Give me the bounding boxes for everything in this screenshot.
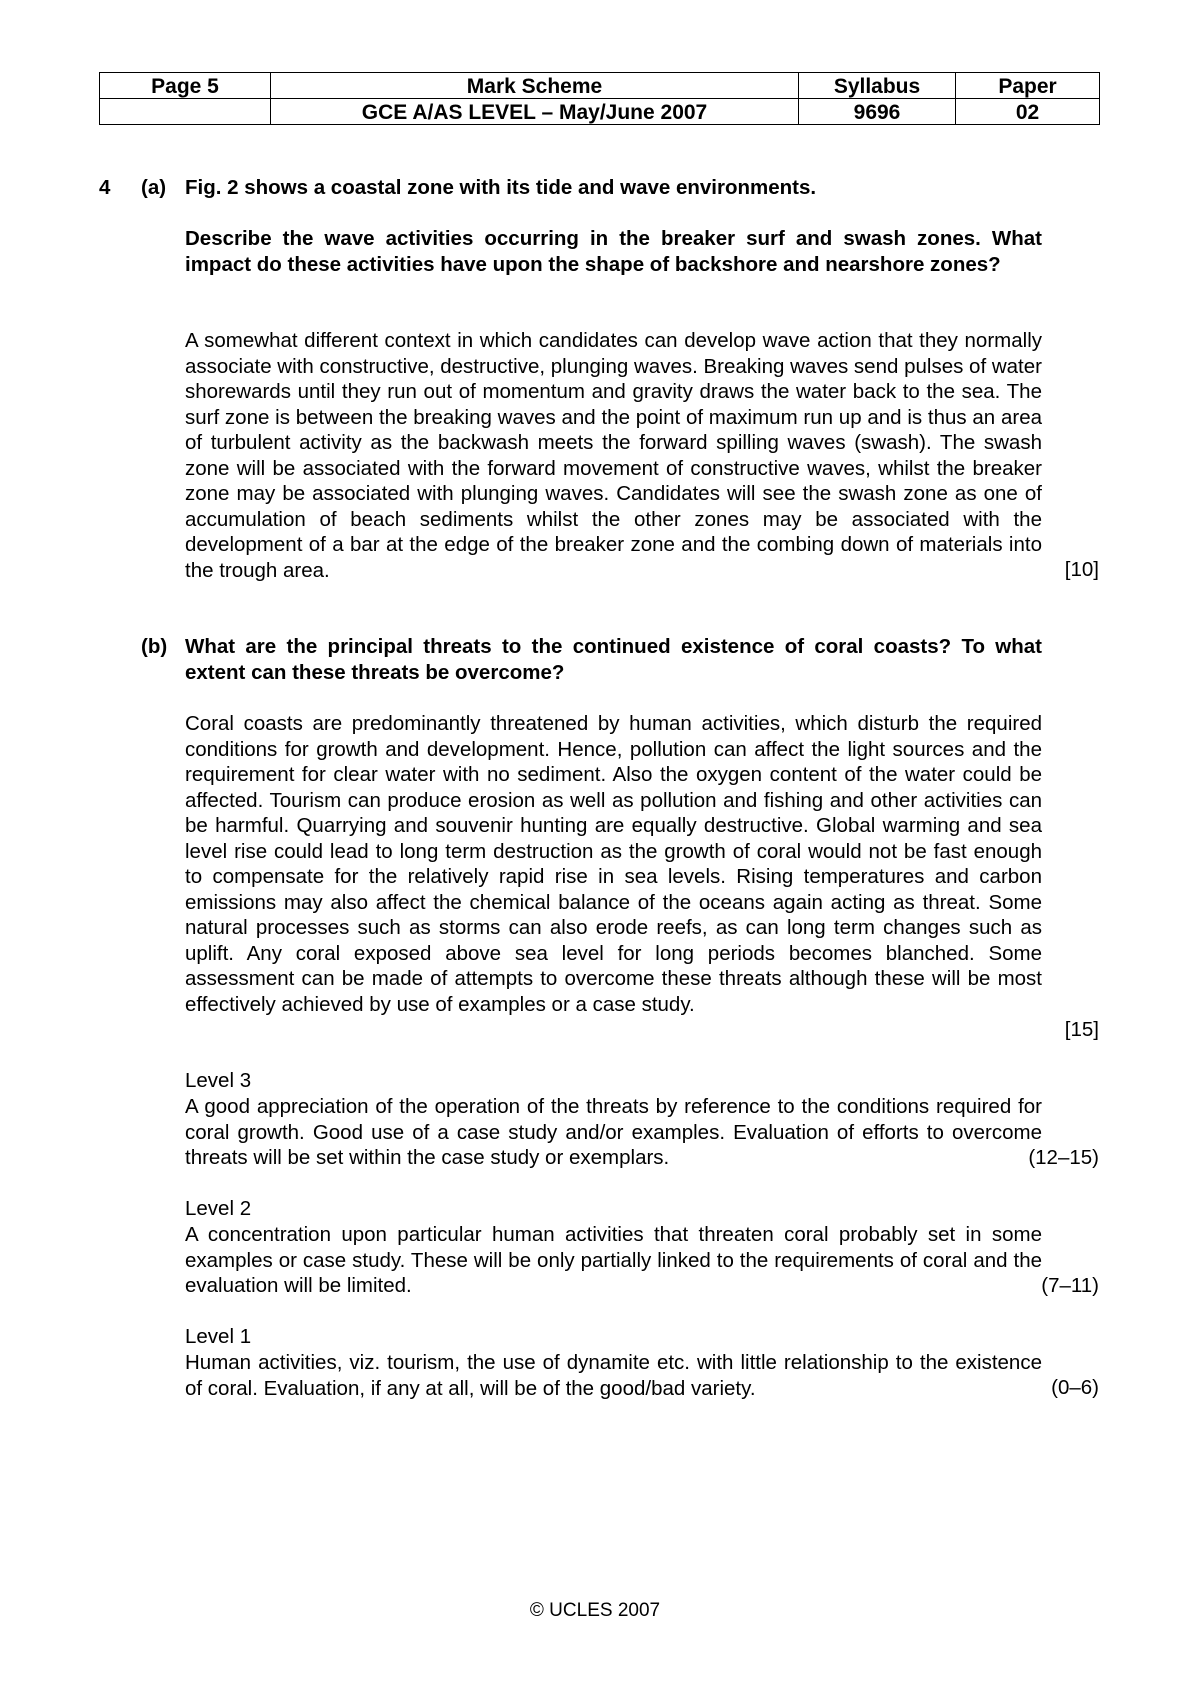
part-a-answer: A somewhat different context in which candidates can develop wave action that they normally associate with constructive, destructive, plunging waves. Breaking waves send pulses of water shorewards until they run out of momentum and gravity draws the water back to the sea. The surf zone is between the breaking waves and the point of maximum run up and is thus an area of turbulent activity as the backwash meets the forward spilling waves (swash). The swash zone will be associated with the forward movement of constructive waves, whilst the breaker zone may be associated with plunging waves. Candidates will see the swash zone as one of accumulation of beach sediments whilst the other zones may be associated with the development of a bar at the edge of the breaker zone and the combing down of materials into the trough area.: [185, 329, 1042, 582]
header-exam-cell: GCE A/AS LEVEL – May/June 2007: [271, 99, 799, 125]
part-b-label: (b): [141, 635, 168, 658]
level-1-text: Human activities, viz. tourism, the use of dynamite etc. with little relationship to the existence of coral. Evaluation, if any at all, will be of the good/bad variety.: [185, 1351, 1042, 1400]
footer-copyright: © UCLES 2007: [529, 1600, 661, 1621]
header-row-labels: [100, 73, 1100, 99]
level-2-title: Level 2: [185, 1197, 252, 1220]
level-2-text: A concentration upon particular human activities that threaten coral probably set in some examples or case study. These will be only partially linked to the requirements of coral and the evaluation will be limited.: [185, 1223, 1042, 1297]
header-paper-cell: Paper: [956, 73, 1100, 99]
part-b-answer: Coral coasts are predominantly threatened by human activities, which disturb the required conditions for growth and development. Hence, pollution can affect the light sources and the requirement for clear water with no sediment. Also the oxygen content of the water could be affected. Tourism can produce erosion as well as pollution and fishing and other activities can be harmful. Quarrying and souvenir hunting are equally destructive. Global warming and sea level rise could lead to long term destruction as the growth of coral would not be fast enough to compensate for the relatively rapid rise in sea levels. Rising temperatures and carbon emissions may also affect the chemical balance of the oceans again acting as threat. Some natural processes such as storms can also erode reefs, as can long term changes such as uplift. Any coral exposed above sea level for long periods becomes blanched. Some assessment can be made of attempts to overcome these threats although these will be most effectively achieved by use of examples or a case study.: [185, 712, 1042, 1016]
header-row-values: [100, 99, 1100, 125]
question-number: 4: [99, 176, 111, 199]
part-a-label: (a): [141, 176, 167, 199]
level-1-marks: (0–6): [1051, 1376, 1099, 1399]
part-b-question: What are the principal threats to the continued existence of coral coasts? To what extent can these threats be overcome?: [185, 635, 1042, 684]
header-page-cell: Page 5: [100, 73, 271, 99]
level-3-marks: (12–15): [1028, 1146, 1099, 1169]
header-paper-number-cell: 02: [956, 99, 1100, 125]
part-a-marks: [10]: [1064, 558, 1099, 581]
part-b-marks: [15]: [1064, 1018, 1099, 1041]
header-syllabus-code-cell: 9696: [799, 99, 956, 125]
part-a-intro: Fig. 2 shows a coastal zone with its tide and wave environments.: [185, 176, 817, 199]
header-table: [99, 72, 1100, 125]
header-mark-scheme-cell: Mark Scheme: [271, 73, 799, 99]
level-2-marks: (7–11): [1041, 1274, 1099, 1297]
header-empty-cell: [100, 99, 271, 125]
level-3-text: A good appreciation of the operation of the threats by reference to the conditions required for coral growth. Good use of a case study and/or examples. Evaluation of efforts to overcome threats will be set within the case study or exemplars.: [185, 1095, 1042, 1169]
level-3-title: Level 3: [185, 1069, 252, 1092]
part-a-question: Describe the wave activities occurring in the breaker surf and swash zones. What impact do these activities have upon the shape of backshore and nearshore zones?: [185, 227, 1042, 276]
level-1-title: Level 1: [185, 1325, 252, 1348]
header-syllabus-cell: Syllabus: [799, 73, 956, 99]
